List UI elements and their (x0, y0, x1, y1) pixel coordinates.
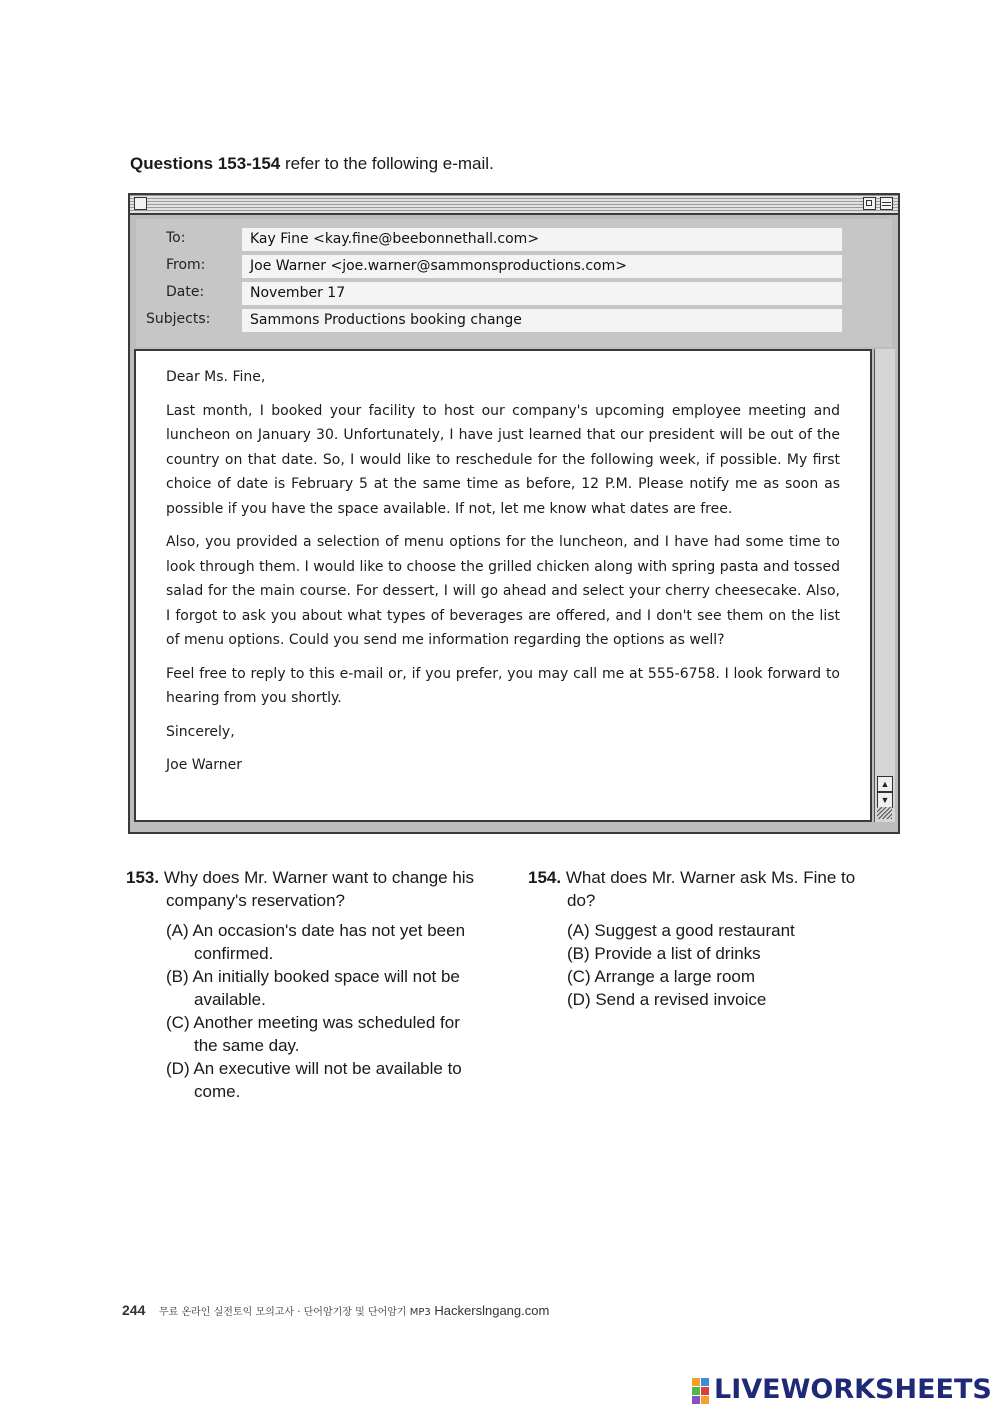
section-intro (130, 154, 494, 174)
q154-option-c[interactable]: (C) Arrange a large room (567, 967, 756, 986)
header-row-subject (136, 308, 892, 334)
q153-option-d-cont: come. (194, 1082, 241, 1101)
question-154-text-line1: What does Mr. Warner ask Ms. Fine to (565, 868, 856, 887)
resize-grip-icon[interactable] (877, 807, 892, 819)
page-footer (122, 1302, 549, 1318)
footer-text: 무료 온라인 실전토익 모의고사 · 단어암기장 및 단어암기 MP3 (158, 1307, 431, 1318)
window-titlebar (130, 195, 898, 215)
intro-text: refer to the following e-mail. (280, 154, 494, 173)
date-label: Date: (166, 284, 205, 300)
from-label: From: (166, 257, 206, 273)
email-paragraph-3: Feel free to reply to this e-mail or, if you prefer, you may call me at 555-6758. I look forward to hearing from you shortly. (166, 665, 840, 706)
scroll-down-arrow-icon[interactable]: ▼ (877, 792, 893, 808)
q153-option-c[interactable]: (C) Another meeting was scheduled for (166, 1013, 460, 1032)
email-window (128, 193, 900, 834)
email-signature: Joe Warner (166, 757, 243, 773)
question-153-number: 153. (126, 868, 160, 887)
question-154-number: 154. (528, 868, 562, 887)
q153-option-a[interactable]: (A) An occasion's date has not yet been (166, 921, 466, 940)
q153-option-c-cont: the same day. (194, 1036, 300, 1055)
q153-option-b-cont: available. (194, 990, 266, 1009)
question-154 (528, 866, 855, 889)
question-153 (126, 866, 474, 889)
header-row-from (136, 254, 892, 280)
question-154-text-line2: do? (567, 891, 596, 910)
question-153-text-line1: Why does Mr. Warner want to change his (163, 868, 475, 887)
date-field: November 17 (242, 282, 842, 305)
q154-option-b[interactable]: (B) Provide a list of drinks (567, 944, 761, 963)
header-row-date (136, 281, 892, 307)
to-label: To: (166, 230, 186, 246)
q153-option-b[interactable]: (B) An initially booked space will not be (166, 967, 460, 986)
footer-site: Hackerslngang.com (434, 1303, 550, 1318)
zoom-box-icon[interactable] (863, 197, 876, 210)
email-content (166, 365, 840, 787)
scroll-up-arrow-icon[interactable]: ▲ (877, 776, 893, 792)
liveworksheets-brand[interactable]: LIVEWORKSHEETS (714, 1374, 992, 1405)
email-paragraph-2: Also, you provided a selection of menu options for the luncheon, and I have had some time to look through them. I would like to choose the grilled chicken along with spring pasta and tossed salad for the main course. For dessert, I will go ahead and select your cherry cheesecake. Also, I forgot to ask you about what types of beverages are offered, and I don't see them on the list of menu options. Could you send me information regarding the options as well? (166, 534, 840, 648)
q154-option-a[interactable]: (A) Suggest a good restaurant (567, 921, 795, 940)
email-header (136, 219, 892, 347)
email-paragraph-1: Last month, I booked your facility to host our company's upcoming employee meeting and luncheon on January 30. Unfortunately, I have just learned that our president will be out of the country on that date. So, I would like to reschedule for the following week, if possible. My first choice of date is February 5 at the same time as before, 12 P.M. Please notify me as soon as possible if you have the space available. If not, let me know what dates are free. (166, 402, 840, 517)
subject-label: Subjects: (146, 311, 211, 327)
liveworksheets-logo-icon (692, 1378, 710, 1404)
vertical-scrollbar[interactable] (874, 349, 895, 822)
header-row-to (136, 227, 892, 253)
q153-option-a-cont: confirmed. (194, 944, 274, 963)
close-box-icon[interactable] (134, 197, 147, 210)
collapse-box-icon[interactable] (880, 197, 893, 210)
email-greeting: Dear Ms. Fine, (166, 369, 266, 385)
intro-question-range: Questions 153-154 (130, 154, 281, 173)
page-number: 244 (122, 1302, 146, 1318)
from-field: Joe Warner <joe.warner@sammonsproductions.com> (242, 255, 842, 278)
email-body (134, 349, 872, 822)
subject-field: Sammons Productions booking change (242, 309, 842, 332)
q153-option-d[interactable]: (D) An executive will not be available to (166, 1059, 462, 1078)
email-closing: Sincerely, (166, 723, 235, 740)
to-field: Kay Fine <kay.fine@beebonnethall.com> (242, 228, 842, 251)
q154-option-d[interactable]: (D) Send a revised invoice (567, 990, 767, 1009)
question-153-text-line2: company's reservation? (166, 891, 345, 910)
